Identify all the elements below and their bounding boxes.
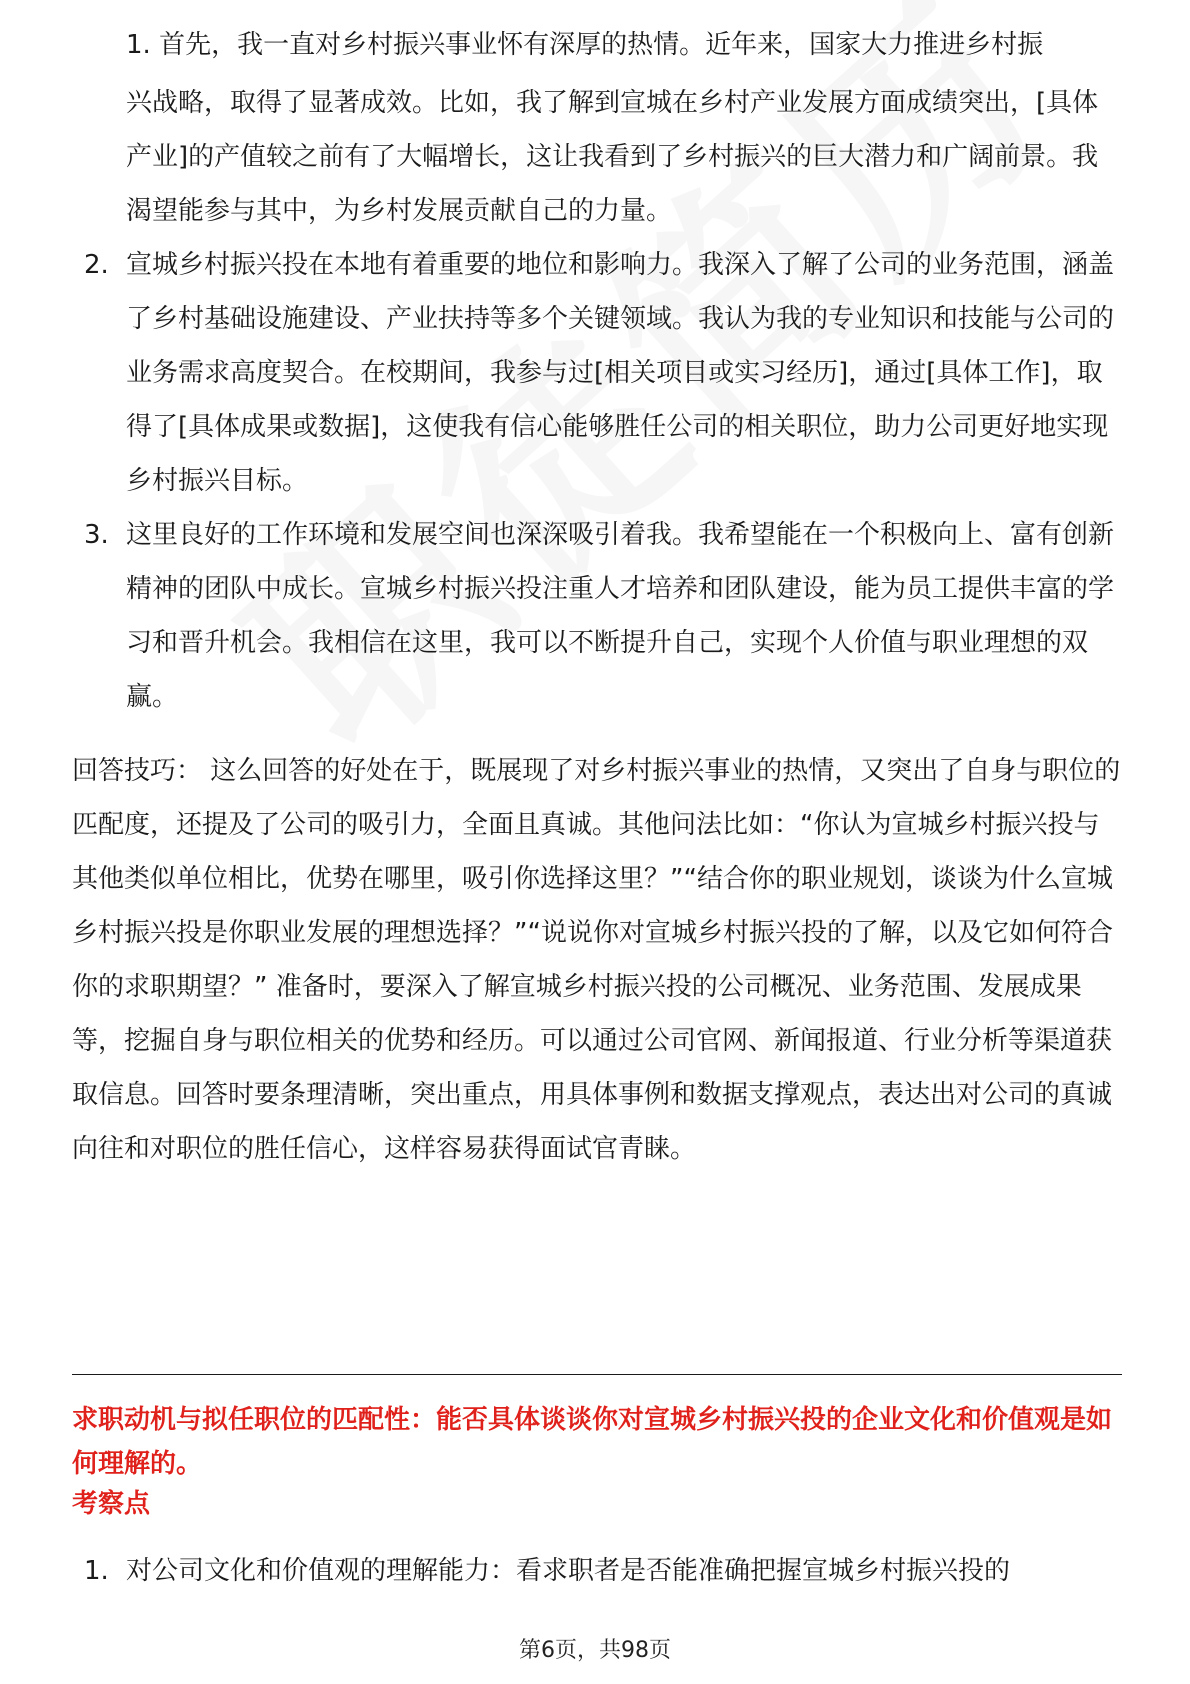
question-heading: 求职动机与拟任职位的匹配性：能否具体谈谈你对宣城乡村振兴投的企业文化和价值观是如何理解的。 bbox=[72, 1405, 1113, 1479]
page-number: 第6页，共98页 bbox=[519, 1638, 671, 1663]
list-item bbox=[84, 1544, 1124, 1598]
list-number: 2. bbox=[84, 250, 109, 280]
list-number: 1. bbox=[84, 1556, 109, 1586]
list-item bbox=[84, 238, 1124, 508]
section-divider bbox=[72, 1374, 1122, 1375]
list-item bbox=[84, 508, 1124, 724]
list-number: 3. bbox=[84, 520, 109, 550]
list-text: 宣城乡村振兴投在本地有着重要的地位和影响力。我深入了解了公司的业务范围，涵盖了乡村基础设施建设、产业扶持等多个关键领域。我认为我的专业知识和技能与公司的业务需求高度契合。在校期间，我参与过[相关项目或实习经历]，通过[具体工作]，取得了[具体成果或数据]，这使我有信心能够胜任公司的相关职位，助力公司更好地实现乡村振兴目标。 bbox=[126, 250, 1115, 496]
answer-list bbox=[84, 76, 1124, 724]
list-text: 对公司文化和价值观的理解能力：看求职者是否能准确把握宣城乡村振兴投的 bbox=[126, 1556, 1011, 1586]
list-item-partial: 1. 首先，我一直对乡村振兴事业怀有深厚的热情。近年来，国家大力推进乡村振 bbox=[126, 30, 1044, 60]
list-item bbox=[84, 76, 1124, 238]
list-text: 兴战略，取得了显著成效。比如，我了解到宣城在乡村产业发展方面成绩突出，[具体产业]的产值较之前有了大幅增长，这让我看到了乡村振兴的巨大潜力和广阔前景。我渴望能参与其中，为乡村发展贡献自己的力量。 bbox=[126, 88, 1099, 226]
clipped-top-line bbox=[84, 0, 1124, 70]
points-list bbox=[84, 1544, 1124, 1598]
list-text: 这里良好的工作环境和发展空间也深深吸引着我。我希望能在一个积极向上、富有创新精神的团队中成长。宣城乡村振兴投注重人才培养和团队建设，能为员工提供丰富的学习和晋升机会。我相信在这里，我可以不断提升自己，实现个人价值与职业理想的双赢。 bbox=[126, 520, 1115, 712]
answer-tips: 回答技巧： 这么回答的好处在于，既展现了对乡村振兴事业的热情，又突出了自身与职位的匹配度，还提及了公司的吸引力，全面且真诚。其他问法比如：“你认为宣城乡村振兴投与其他类似单位相比，优势在哪里，吸引你选择这里？”“结合你的职业规划，谈谈为什么宣城乡村振兴投是你职业发展的理想选择？”“说说你对宣城乡村振兴投的了解，以及它如何符合你的求职期望？” 准备时，要深入了解宣城乡村振兴投的公司概况、业务范围、发展成果等，挖掘自身与职位相关的优势和经历。可以通过公司官网、新闻报道、行业分析等渠道获取信息。回答时要条理清晰，突出重点，用具体事例和数据支撑观点，表达出对公司的真诚向往和对职位的胜任信心，这样容易获得面试官青睐。 bbox=[72, 756, 1121, 1164]
section-label: 考察点 bbox=[72, 1489, 151, 1519]
